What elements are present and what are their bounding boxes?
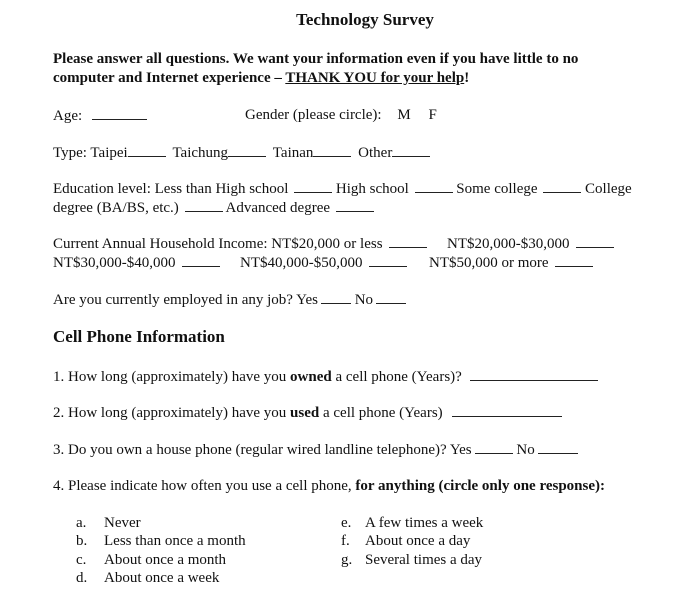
option-letter: g. xyxy=(341,552,353,568)
option-e[interactable] xyxy=(341,514,484,532)
income-40k-50k-blank[interactable] xyxy=(369,253,407,267)
question-4 xyxy=(53,477,605,495)
q2-answer-blank[interactable] xyxy=(452,403,562,417)
edu-some-college-blank[interactable] xyxy=(543,179,581,193)
education-line-2 xyxy=(53,198,374,217)
option-f[interactable] xyxy=(341,532,471,550)
employment-row xyxy=(53,290,406,309)
option-text: A few times a week xyxy=(365,515,484,531)
q2-bold-word: used xyxy=(290,405,320,421)
type-row xyxy=(53,143,430,162)
education-line-1 xyxy=(53,179,632,198)
edu-college: College xyxy=(585,181,632,197)
type-taichung: Taichung xyxy=(172,145,229,161)
gender-label: Gender (please circle): xyxy=(245,107,382,123)
section-heading: Cell Phone Information xyxy=(53,327,225,346)
option-letter: c. xyxy=(76,552,87,568)
q1-answer-blank[interactable] xyxy=(470,367,598,381)
option-letter: a. xyxy=(76,515,87,531)
gender-m-option[interactable]: M xyxy=(397,107,411,123)
q1-text-start: 1. How long (approximately) have you xyxy=(53,369,291,385)
edu-high-school: High school xyxy=(335,181,409,197)
income-30k-40k-blank[interactable] xyxy=(182,253,220,267)
income-20k-30k: NT$20,000-$30,000 xyxy=(447,236,570,252)
income-line-1 xyxy=(53,234,614,253)
income-20k-30k-blank[interactable] xyxy=(576,234,614,248)
income-50k-plus-blank[interactable] xyxy=(555,253,593,267)
edu-college-blank[interactable] xyxy=(185,198,223,212)
income-50k-plus: NT$50,000 or more xyxy=(429,255,549,271)
intro-line-1: Please answer all questions. We want your information even if you have little to no xyxy=(53,51,579,67)
type-label: Type: Taipei xyxy=(53,145,128,161)
option-letter: d. xyxy=(76,570,88,586)
q2-text-end: a cell phone (Years) xyxy=(319,405,443,421)
q3-yes-blank[interactable] xyxy=(475,440,513,454)
option-a[interactable] xyxy=(76,514,141,532)
question-3 xyxy=(53,440,578,459)
option-g[interactable] xyxy=(341,551,483,569)
income-line-2 xyxy=(53,253,593,272)
age-row xyxy=(53,106,147,125)
option-c[interactable] xyxy=(76,551,227,569)
taipei-blank[interactable] xyxy=(128,143,166,157)
income-under-20k-blank[interactable] xyxy=(389,234,427,248)
age-blank[interactable] xyxy=(92,106,147,120)
q2-text-start: 2. How long (approximately) have you xyxy=(53,405,291,421)
q1-text-end: a cell phone (Years)? xyxy=(331,369,462,385)
option-text: About once a week xyxy=(104,570,220,586)
option-text: Less than once a month xyxy=(104,533,246,549)
option-text: About once a day xyxy=(365,533,471,549)
q1-bold-word: owned xyxy=(290,369,332,385)
option-letter: b. xyxy=(76,533,88,549)
q3-no-label: No xyxy=(516,442,535,458)
option-d[interactable] xyxy=(76,569,220,587)
option-text: About once a month xyxy=(104,552,227,568)
edu-less-than-hs: Education level: Less than High school xyxy=(53,181,289,197)
gender-f-option[interactable]: F xyxy=(428,107,437,123)
survey-title: Technology Survey xyxy=(296,10,434,29)
option-letter: e. xyxy=(341,515,352,531)
income-under-20k: Current Annual Household Income: NT$20,000 or less xyxy=(53,236,383,252)
other-blank[interactable] xyxy=(392,143,430,157)
thank-you-text: THANK YOU for your help xyxy=(285,70,465,86)
edu-high-school-blank[interactable] xyxy=(415,179,453,193)
option-b[interactable] xyxy=(76,532,246,550)
question-2 xyxy=(53,403,562,422)
employment-question: Are you currently employed in any job? Yes xyxy=(53,292,318,308)
employed-no-blank[interactable] xyxy=(376,290,406,304)
q4-text-start: 4. Please indicate how often you use a cell phone, xyxy=(53,478,356,494)
edu-some-college: Some college xyxy=(456,181,538,197)
q3-no-blank[interactable] xyxy=(538,440,578,454)
employment-no: No xyxy=(354,292,374,308)
q3-text: 3. Do you own a house phone (regular wired landline telephone)? Yes xyxy=(53,442,472,458)
type-tainan: Tainan xyxy=(272,145,314,161)
option-text: Several times a day xyxy=(365,552,483,568)
gender-row xyxy=(245,106,437,124)
option-letter: f. xyxy=(341,533,350,549)
q4-bold-text: for anything (circle only one response): xyxy=(355,478,605,494)
income-40k-50k: NT$40,000-$50,000 xyxy=(240,255,363,271)
intro-line-2 xyxy=(53,69,469,87)
edu-advanced: Advanced degree xyxy=(225,200,331,216)
taichung-blank[interactable] xyxy=(228,143,266,157)
edu-less-than-hs-blank[interactable] xyxy=(294,179,332,193)
option-text: Never xyxy=(104,515,141,531)
edu-advanced-blank[interactable] xyxy=(336,198,374,212)
tainan-blank[interactable] xyxy=(313,143,351,157)
intro-line-2-end: ! xyxy=(464,70,470,86)
income-30k-40k: NT$30,000-$40,000 xyxy=(53,255,176,271)
age-label: Age: xyxy=(53,108,83,124)
employed-yes-blank[interactable] xyxy=(321,290,351,304)
edu-college-degree: degree (BA/BS, etc.) xyxy=(53,200,179,216)
type-other: Other xyxy=(358,145,393,161)
intro-line-2-start: computer and Internet experience – xyxy=(53,70,286,86)
question-1 xyxy=(53,367,598,386)
